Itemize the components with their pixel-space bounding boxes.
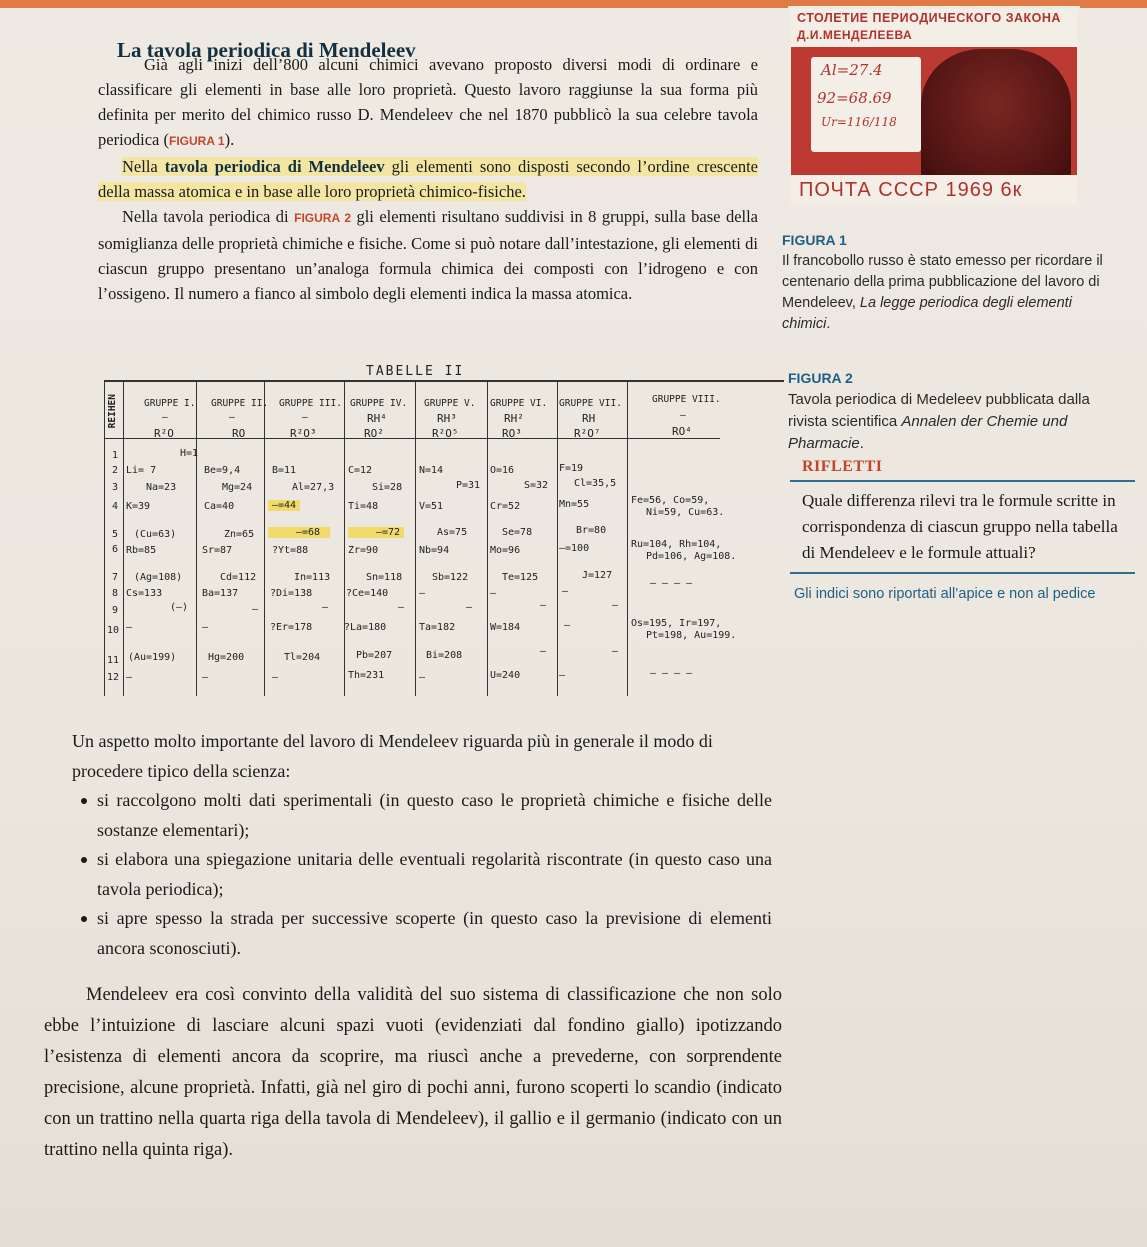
element-cell: Ba=137 xyxy=(202,588,239,599)
element-cell: O=16 xyxy=(490,465,515,476)
reihen-label: REIHEN xyxy=(107,394,118,429)
element-cell: B=11 xyxy=(272,465,297,476)
intro-paragraph-1: Già agli inizi dell’800 alcuni chimici avevano proposto diversi modi di ordinare e classificare gli elementi in base alle loro proprietà. Questo lavoro raggiunse la sua forma più definita per merito del chimico russo D. Mendeleev che nel 1870 pubblicò la sua celebre tavola periodica (FIGURA 1). xyxy=(98,55,758,149)
element-cell: Th=231 xyxy=(348,670,385,681)
group-2-header: GRUPPE II. xyxy=(211,398,269,409)
table-title: TABELLE II xyxy=(366,364,465,379)
col-divider xyxy=(264,382,265,696)
figure-1-reference: FIGURA 1 xyxy=(169,134,225,148)
empty-placeholder: — — — — xyxy=(650,578,693,589)
empty-placeholder: — xyxy=(252,604,259,615)
col-divider xyxy=(344,382,345,696)
element-cell: Ta=182 xyxy=(419,622,456,633)
group-4-header: GRUPPE IV. xyxy=(350,398,408,409)
element-cell: In=113 xyxy=(294,572,331,583)
mendeleev-portrait xyxy=(921,49,1071,189)
empty-placeholder: — xyxy=(126,622,133,633)
header-rule xyxy=(104,438,720,439)
empty-placeholder: — xyxy=(322,602,329,613)
empty-placeholder: — xyxy=(398,602,405,613)
element-cell: Ti=48 xyxy=(348,501,379,512)
element-cell: Se=78 xyxy=(502,527,533,538)
reflect-hint: Gli indici sono riportati all’apice e non al pedice xyxy=(794,586,1096,602)
missing-element-44: —=44 xyxy=(268,500,300,511)
element-cell: Li= 7 xyxy=(126,465,157,476)
element-cell: Cd=112 xyxy=(220,572,257,583)
element-cell: Sn=118 xyxy=(366,572,403,583)
element-cell: ?Ce=140 xyxy=(346,588,389,599)
element-cell: Te=125 xyxy=(502,572,539,583)
col-divider xyxy=(196,382,197,696)
element-cell: (Cu=63) xyxy=(134,529,177,540)
reflect-question: Quale differenza rilevi tra le formule scritte in corrispondenza di ciascun gruppo nella tabella di Mendeleev e le formule attuali? xyxy=(790,482,1135,574)
empty-placeholder: — xyxy=(612,600,619,611)
element-cell: As=75 xyxy=(437,527,468,538)
element-cell: S=32 xyxy=(524,480,549,491)
missing-element-68: —=68 xyxy=(268,527,330,538)
element-cell-gap xyxy=(348,527,404,538)
element-cell: Fe=56, Co=59, xyxy=(631,495,710,506)
element-cell: ?La=180 xyxy=(344,622,387,633)
table-border-left xyxy=(104,382,105,696)
empty-placeholder: — xyxy=(466,602,473,613)
empty-placeholder: — xyxy=(126,672,133,683)
stamp-caption-line-1: СТОЛЕТИЕ ПЕРИОДИЧЕСКОГО ЗАКОНА xyxy=(797,11,1061,25)
list-item: si raccolgono molti dati sperimentali (in questo caso le proprietà chimiche e fisiche delle sostanze elementari); xyxy=(72,786,772,845)
element-cell: ?Er=178 xyxy=(270,622,313,633)
row-number: 4 xyxy=(112,501,119,512)
col-divider xyxy=(415,382,416,696)
reflect-title: RIFLETTI xyxy=(790,458,1135,482)
element-cell: Ru=104, Rh=104, xyxy=(631,539,722,550)
element-cell: Mn=55 xyxy=(559,499,590,510)
group-1-header: GRUPPE I. xyxy=(144,398,196,409)
element-cell: Br=80 xyxy=(576,525,607,536)
list-item: si apre spesso la strada per successive scoperte (in questo caso la previsione di elementi ancora sconosciuti). xyxy=(72,904,772,963)
element-cell: Zr=90 xyxy=(348,545,379,556)
element-cell: Sr=87 xyxy=(202,545,233,556)
element-cell: Zn=65 xyxy=(224,529,255,540)
closing-paragraph: Mendeleev era così convinto della validità del suo sistema di classificazione che non solo ebbe l’intuizione di lasciare alcuni spazi vuoti (evidenziati dal fondino giallo) ipotizzando l’esistenza di elementi ancora da scoprire, ma riuscì anche a prevederne, con sorprendente precisione, alcune proprietà. Infatti, già nel giro di pochi anni, furono scoperti lo scandio (indicato con un trattino nella quarta riga della tavola di Mendeleev), il gallio e il germanio (indicato con un trattino nella quinta riga). xyxy=(44,985,782,1160)
stamp-formula-2: 92=68.69 xyxy=(817,89,892,107)
mendeleev-table: REIHEN GRUPPE I. — R²O GRUPPE II. — RO GRUPPE III. — R²O³ GRUPPE IV. RH⁴ RO² GRUPPE V. RH³ R²O⁵ GRUPPE VI. RH² RO³ GRUPPE VII. RH R²O⁷ GRUPPE VIII. — RO⁴ 1 2 3 4 5 6 7 8 9 10 11 12 H=1 Li= 7 Be=9,4 B=11 C=12 N=14 O=16 F=19 Na=23 Mg=24 Al=27,3 Si=28 P=31 S=32 Cl=35,5 K=39 Ca=40 —=44 Ti=48 V=51 Cr=52 Mn=55 Fe=56, Co=59, Ni=59, Cu=63. (Cu=63) Zn=65 —=68 —=72 As=75 Se=78 Br=80 Rb=85 Sr=87 ?Yt=88 Zr=90 Nb=94 Mo=96 —=100 Ru=104, Rh=104, Pd=106, Ag=108. (Ag=108) Cd=112 In=113 Sn=118 Sb=122 Te=125 J=127 — — — — Cs=133 Ba=137 ?Di=138 ?Ce=140 — — — (—) — — — — — — — — ?Er=178 ?La=180 Ta=182 W=184 — Os=195, Ir=197, Pt=198, Au=199. (Au=199) Hg=200 Tl=204 Pb=207 Bi=208 — — — — — Th=231 — U=240 — — — — — xyxy=(104,380,784,695)
element-cell: Os=195, Ir=197, xyxy=(631,618,722,629)
stamp-formula-1: Al=27.4 xyxy=(821,61,883,79)
group-5-header: GRUPPE V. xyxy=(424,398,476,409)
stamp-formula-3: Ur=116/118 xyxy=(821,115,897,129)
empty-placeholder: — xyxy=(564,620,571,631)
page-title: La tavola periodica di Mendeleev xyxy=(117,38,416,62)
element-cell: Al=27,3 xyxy=(292,482,335,493)
row-number: 12 xyxy=(107,672,120,683)
element-cell: P=31 xyxy=(456,480,481,491)
method-list xyxy=(72,786,772,963)
figure-1-caption: FIGURA 1 Il francobollo russo è stato emesso per ricordare il centenario della prima pubblicazione del lavoro di Mendeleev, La legge periodica degli elementi chimici. xyxy=(782,230,1117,335)
row-number: 2 xyxy=(112,465,119,476)
group-3-header: GRUPPE III. xyxy=(279,398,342,409)
empty-placeholder: — xyxy=(202,672,209,683)
element-cell: Rb=85 xyxy=(126,545,157,556)
reflect-box xyxy=(790,458,1135,607)
group-6-header: GRUPPE VI. xyxy=(490,398,548,409)
element-cell: Pt=198, Au=199. xyxy=(646,630,737,641)
element-cell: U=240 xyxy=(490,670,521,681)
row-number: 7 xyxy=(112,572,119,583)
col-divider xyxy=(487,382,488,696)
element-cell: Ni=59, Cu=63. xyxy=(646,507,725,518)
key-term: tavola periodica di Mendeleev xyxy=(164,157,385,176)
empty-placeholder: — xyxy=(562,586,569,597)
intro-paragraph-2: Nella tavola periodica di Mendeleev gli elementi sono disposti secondo l’ordine crescente della massa atomica e in base alle loro proprietà chimico-fisiche. xyxy=(98,157,758,201)
figure-1-label: FIGURA 1 xyxy=(782,232,847,248)
element-cell: F=19 xyxy=(559,463,584,474)
element-cell: C=12 xyxy=(348,465,373,476)
group-7-header: GRUPPE VII. xyxy=(559,398,622,409)
element-cell: Ca=40 xyxy=(204,501,235,512)
element-cell: Nb=94 xyxy=(419,545,450,556)
element-cell: Tl=204 xyxy=(284,652,321,663)
element-cell: V=51 xyxy=(419,501,444,512)
empty-placeholder: — xyxy=(559,670,566,681)
element-cell: —=100 xyxy=(559,543,590,554)
soviet-stamp-image xyxy=(788,6,1080,208)
empty-placeholder: — xyxy=(612,646,619,657)
element-cell: W=184 xyxy=(490,622,521,633)
col-divider xyxy=(627,382,628,696)
empty-placeholder: — xyxy=(419,672,426,683)
element-cell: N=14 xyxy=(419,465,444,476)
element-cell: (—) xyxy=(170,602,189,613)
list-item: si elabora una spiegazione unitaria delle eventuali regolarità riscontrate (in questo caso una tavola periodica); xyxy=(72,845,772,904)
figure-2-reference: FIGURA 2 xyxy=(294,211,352,225)
intro-paragraph-3: Nella tavola periodica di FIGURA 2 gli elementi risultano suddivisi in 8 gruppi, sulla base della somiglianza delle proprietà chimiche e fisiche. Come si può notare dall’intestazione, gli elementi di ciascun gruppo presentano un’analoga formula chimica dei composti con l’idrogeno e con l’ossigeno. Il numero a fianco al simbolo degli elementi indica la massa atomica. xyxy=(98,207,759,303)
col-divider xyxy=(557,382,558,696)
element-cell: Cl=35,5 xyxy=(574,478,617,489)
row-number: 3 xyxy=(112,482,119,493)
empty-placeholder: — xyxy=(272,672,279,683)
element-cell: Hg=200 xyxy=(208,652,245,663)
element-cell: Na=23 xyxy=(146,482,177,493)
element-cell: Bi=208 xyxy=(426,650,463,661)
body-intro: Un aspetto molto importante del lavoro di Mendeleev riguarda più in generale il modo di procedere tipico della scienza: xyxy=(72,731,713,781)
figure-2-caption: FIGURA 2 Tavola periodica di Medeleev pubblicata dalla rivista scientifica Annalen der Chemie und Pharmacie. xyxy=(788,368,1128,455)
row-number: 6 xyxy=(112,544,119,555)
row-number: 1 xyxy=(112,450,119,461)
col-divider xyxy=(123,382,124,696)
element-cell: H=1 xyxy=(180,448,199,459)
element-cell: Sb=122 xyxy=(432,572,469,583)
empty-placeholder: — xyxy=(202,622,209,633)
element-cell: Cr=52 xyxy=(490,501,521,512)
empty-placeholder: — xyxy=(490,588,497,599)
empty-placeholder: — xyxy=(540,600,547,611)
element-cell: Pd=106, Ag=108. xyxy=(646,551,737,562)
element-cell: Mg=24 xyxy=(222,482,253,493)
empty-placeholder: — — — — xyxy=(650,668,693,679)
empty-placeholder: — xyxy=(419,588,426,599)
element-cell: (Au=199) xyxy=(128,652,177,663)
body-section xyxy=(72,727,772,963)
element-cell: J=127 xyxy=(582,570,613,581)
group-8-header: GRUPPE VIII. xyxy=(652,394,721,405)
element-cell: ?Di=138 xyxy=(270,588,313,599)
row-number: 5 xyxy=(112,529,119,540)
row-number: 8 xyxy=(112,588,119,599)
row-number: 10 xyxy=(107,625,120,636)
row-number: 11 xyxy=(107,655,120,666)
row-number: 9 xyxy=(112,605,119,616)
figure-2-label: FIGURA 2 xyxy=(788,370,853,386)
element-cell: ?Yt=88 xyxy=(272,545,309,556)
element-cell: (Ag=108) xyxy=(134,572,183,583)
element-cell: K=39 xyxy=(126,501,151,512)
element-cell: Pb=207 xyxy=(356,650,393,661)
element-cell-gap xyxy=(268,500,300,511)
element-cell: Si=28 xyxy=(372,482,403,493)
stamp-postal-label: ПОЧТА СССР 1969 6к xyxy=(791,175,1077,205)
stamp-caption-line-2: Д.И.МЕНДЕЛЕЕВА xyxy=(797,28,913,42)
element-cell: Cs=133 xyxy=(126,588,163,599)
empty-placeholder: — xyxy=(540,646,547,657)
element-cell: Mo=96 xyxy=(490,545,521,556)
intro-text xyxy=(98,52,758,306)
element-cell: Be=9,4 xyxy=(204,465,241,476)
element-cell-gap xyxy=(268,527,330,538)
missing-element-72: —=72 xyxy=(348,527,404,538)
